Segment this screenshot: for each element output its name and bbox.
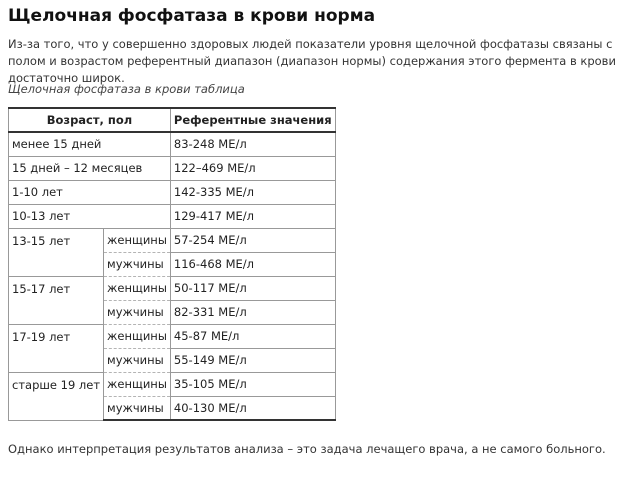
value-cell: 142-335 МЕ/л [170, 180, 335, 204]
footer-note: Однако интерпретация результатов анализа – это задача лечащего врача, а не самого больного. [8, 442, 606, 456]
sex-cell: женщины [104, 372, 171, 396]
value-cell: 55-149 МЕ/л [170, 348, 335, 372]
sex-cell: мужчины [104, 300, 171, 324]
table-row [9, 372, 336, 396]
table-row [9, 324, 336, 348]
age-group-cell: 15-17 лет [9, 276, 104, 324]
value-cell: 50-117 МЕ/л [170, 276, 335, 300]
age-cell: менее 15 дней [9, 132, 171, 156]
header-age-sex: Возраст, пол [9, 108, 171, 132]
age-group-cell: 13-15 лет [9, 228, 104, 276]
intro-paragraph: Из-за того, что у совершенно здоровых людей показатели уровня щелочной фосфатазы связаны с полом и возрастом референтный диапазон (диапазон нормы) содержания этого фермента в крови достаточно широк. [8, 37, 616, 85]
age-cell: 15 дней – 12 месяцев [9, 156, 171, 180]
value-cell: 129-417 МЕ/л [170, 204, 335, 228]
sex-cell: мужчины [104, 396, 171, 420]
sex-cell: женщины [104, 324, 171, 348]
age-cell: 10-13 лет [9, 204, 171, 228]
sex-cell: женщины [104, 228, 171, 252]
value-cell: 40-130 МЕ/л [170, 396, 335, 420]
value-cell: 83-248 МЕ/л [170, 132, 335, 156]
age-group-cell: 17-19 лет [9, 324, 104, 372]
table-row [9, 180, 336, 204]
value-cell: 116-468 МЕ/л [170, 252, 335, 276]
value-cell: 82-331 МЕ/л [170, 300, 335, 324]
table-header-row [9, 108, 336, 132]
age-group-cell: старше 19 лет [9, 372, 104, 420]
page-title: Щелочная фосфатаза в крови норма [8, 6, 376, 26]
sex-cell: женщины [104, 276, 171, 300]
value-cell: 35-105 МЕ/л [170, 372, 335, 396]
value-cell: 45-87 МЕ/л [170, 324, 335, 348]
table-caption: Щелочная фосфатаза в крови таблица [8, 82, 245, 96]
table-row [9, 156, 336, 180]
reference-table [8, 107, 336, 421]
header-reference-values: Референтные значения [170, 108, 335, 132]
table-row [9, 132, 336, 156]
value-cell: 122–469 МЕ/л [170, 156, 335, 180]
sex-cell: мужчины [104, 348, 171, 372]
table-row [9, 228, 336, 252]
age-cell: 1-10 лет [9, 180, 171, 204]
table-row [9, 204, 336, 228]
value-cell: 57-254 МЕ/л [170, 228, 335, 252]
table-row [9, 276, 336, 300]
sex-cell: мужчины [104, 252, 171, 276]
